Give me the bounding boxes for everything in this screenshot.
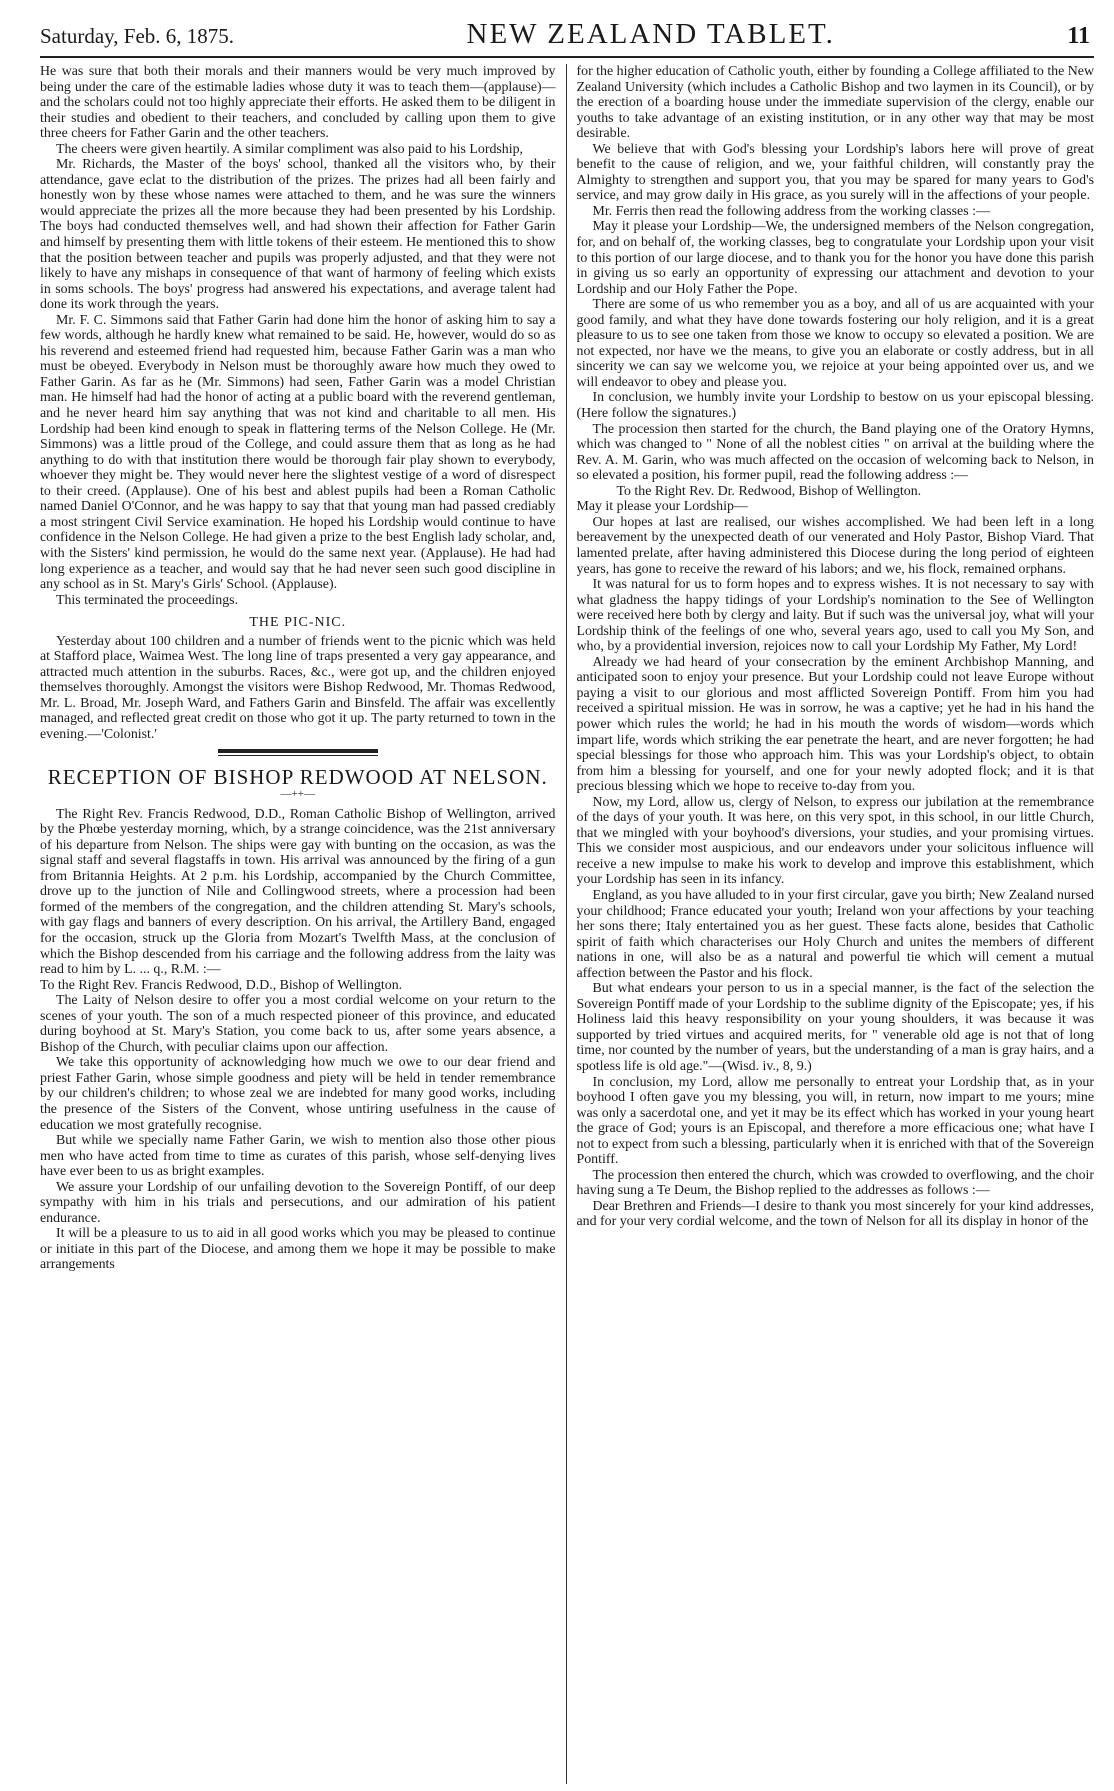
paragraph: Yesterday about 100 children and a number of friends went to the picnic which was held at Stafford place, Waimea West. The long line of traps presented a very gay appearance, and attracted much attention in the suburbs. Races, &c., were got up, and the children enjoyed themselves thoroughly. Amongst the visitors were Bishop Redwood, Mr. Thomas Redwood, Mr. L. Broad, Mr. Joseph Ward, and Fathers Garin and Binsfeld. The affair was excellently managed, and reflected great credit on those who got it up. The party returned to town in the evening.—'Colonist.' <box>40 633 556 742</box>
paragraph: It was natural for us to form hopes and to express wishes. It is not necessary to say with what gladness the happy tidings of your Lordship's nomination to the See of Wellington were received here both by clergy and laity. But if such was the universal joy, what will your Lordship think of the feelings of one who, several years ago, used to call you My Son, and who, by a providential inversion, rejoices now to call your Lordship My Father, My Lord! <box>576 577 1094 655</box>
paragraph: He was sure that both their morals and their manners would be very much improved by being under the care of the estimable ladies whose duty it was to teach them—(applause)—and the scholars could not too highly appreciate their efforts. He asked them to be diligent in their studies and obedient to their teachers, and concluded by calling upon them to give three cheers for Father Garin and the other teachers. <box>40 64 556 142</box>
paragraph: Already we had heard of your consecration by the eminent Archbishop Manning, and anticipated soon to enjoy your presence. But your Lordship could not leave Europe without paying a visit to our glorious and most afflicted Sovereign Pontiff. From him you had received a spiritual mission. He was in sorrow, he was a captive; yet he had in his hand the power which rules the world; he had in his mouth the words of wisdom—words which impart life, words which striking the ear penetrate the heart, and are never forgotten; he had special blessings for those who approach him. This was your Lordship's object, to obtain from him a blessing for yourself, and one for your newly adopted flock; and it is that precious blessing which we hope to receive to-day from you. <box>576 654 1094 795</box>
paragraph: We take this opportunity of acknowledging how much we owe to our dear friend and priest Father Garin, whose simple goodness and piety will be held in tender remembrance by our children's children; to whose zeal we are indebted for many good works, including the presence of the Sisters of the Convent, whose untiring usefulness in the cause of education we most gratefully recognise. <box>40 1055 556 1133</box>
paragraph: But while we specially name Father Garin, we wish to mention also those other pious men who have acted from time to time as curates of this parish, whose self-denying lives have ever been to us as bright examples. <box>40 1133 556 1180</box>
paragraph: Mr. Ferris then read the following address from the working classes :— <box>592 203 990 219</box>
paragraph: Now, my Lord, allow us, clergy of Nelson, to express our jubilation at the remembrance of the days of your youth. It was here, on this very spot, in this school, in our little Church, that we mingled with your boyhood's diversions, your studies, and your promising virtues. This we consider most auspicious, and our endeavors under your solicitous influence will receive a new impulse to make his work to develop and improve this establishment, which your Lordship has seen in its infancy. <box>576 794 1094 888</box>
paragraph: There are some of us who remember you as a boy, and all of us are acquainted with your good family, and what they have done towards fostering our holy religion, and it is a great pleasure to us to see one taken from those we know to occupy so elevated a position. We are not expected, nor have we the means, to give you an elaborate or costly address, but in all sincerity we can say we welcome you, we rejoice at your being appointed over us, and we will endeavor to obey and please you. <box>576 297 1094 390</box>
column-divider <box>566 64 567 1784</box>
right-column <box>577 64 1095 1784</box>
paragraph: In conclusion, we humbly invite your Lordship to bestow on us your episcopal blessing. (Here follow the signatures.) <box>576 390 1094 422</box>
paragraph: This terminated the proceedings. <box>56 592 239 608</box>
section-subheading: THE PIC-NIC. <box>249 615 347 631</box>
paragraph: We assure your Lordship of our unfailing devotion to the Sovereign Pontiff, of our deep sympathy with him in his trials and persecutions, and our admiration of his patient endurance. <box>40 1179 556 1226</box>
paragraph: The Laity of Nelson desire to offer you a most cordial welcome on your return to the scenes of your youth. The son of a much respected pioneer of this province, and educated during boyhood at St. Mary's Station, you come back to us, after some years absence, a Bishop of the Church, with peculiar claims upon our affection. <box>40 993 556 1055</box>
page-number: 11 <box>1067 23 1090 49</box>
paragraph: for the higher education of Catholic youth, either by founding a College affiliated to the New Zealand University (which includes a Catholic Bishop and two laymen in its Council), or by the erection of a boarding house under the immediate supervision of the clergy, enable our youths to take advantage of an existing institution, or in any other way that may be most desirable. <box>576 64 1094 142</box>
paragraph: The procession then entered the church, which was crowded to overflowing, and the choir having sung a Te Deum, the Bishop replied to the addresses as follows :— <box>576 1167 1094 1199</box>
issue-date: Saturday, Feb. 6, 1875. <box>40 24 235 48</box>
paragraph: Mr. F. C. Simmons said that Father Garin had done him the honor of asking him to say a few words, although he hardly knew what remained to be said. He, however, would do so as his reverend and esteemed friend had requested him, because Father Garin was a man who must be obeyed. Everybody in Nelson must be thoroughly aware how much they owed to Father Garin. As far as he (Mr. Simmons) had seen, Father Garin was a model Christian man. He himself had had the honor of acting at a public board with the reverend gentleman, and he never heard him say anything that was not kind and charitable to all men. His Lordship had been kind enough to speak in flattering terms of the Nelson College. He (Mr. Simmons) was a little proud of the College, and could assure them that as long as he had anything to do with that institution there would be thorough fair play shown to everybody, whoever they might be. They would never here the slightest vestige of a word of disrespect to their creed. (Applause). One of his best and ablest pupils had been a Roman Catholic named Daniel O'Connor, and he was happy to say that that young man had passed crediably a most stringent Civil Service examination. He hoped his Lordship would continue to have confidence in the Nelson College. He had given a prize to the best English lady scholar, and, with the Sisters' kind permission, he would do the same next year. (Applause). He had had long experience as a teacher, and would say that he had never seen such good discipline in any school as in St. Mary's Girls' School. (Applause). <box>40 312 556 593</box>
paragraph: In conclusion, my Lord, allow me personally to entreat your Lordship that, as in your boyhood I often gave you my blessing, you will, in return, now impart to me yours; mine was only a sacerdotal one, and yet it may be its effect which has worked in your young heart the grace of God; yours is an Episcopal, and therefore a more efficacious one; what have I not to expect from such a blessing, particularly when it is enriched with that of the Sovereign Pontiff. <box>576 1074 1094 1168</box>
paragraph: Mr. Richards, the Master of the boys' school, thanked all the visitors who, by their attendance, gave eclat to the distribution of the prizes. The prizes had all been fairly and honestly won by these whose names were attached to them, and he was sure the winners would appreciate the prizes all the more because they had been presented by his Lordship. The boys had conducted themselves well, and had shown their affection for Father Garin and himself by presenting them with little tokens of their esteem. He mentioned this to show that the position between teacher and pupils was properly adjusted, and that they were not likely to have any mishaps in consequence of that want of harmony of feeling which exists in soms schools. The boys' progress had answered his expectations, and average talent had done its work through the years. <box>40 157 556 313</box>
article-columns <box>40 64 1094 1784</box>
paragraph: But what endears your person to us in a special manner, is the fact of the selection the Sovereign Pontiff made of your Lordship to the sublime dignity of the Episcopate; yes, if his Holiness laid this heavy responsibility on your young shoulders, it was because it was supported by tried virtues and acquired merits, for " venerable old age is not that of long time, nor counted by the number of years, but the understanding of a man is gray hairs, and a spotless life is old age."—(Wisd. iv., 8, 9.) <box>576 981 1094 1074</box>
paragraph: The procession then started for the church, the Band playing one of the Oratory Hymns, which was changed to " None of all the noblest cities " on arrival at the building where the Rev. A. M. Garin, who was much affected on the occasion of welcoming back to Nelson, in so elevated a position, his former pupil, read the following address :— <box>576 421 1094 484</box>
salutation: May it please your Lordship— <box>576 499 748 515</box>
article-headline: RECEPTION OF BISHOP REDWOOD AT NELSON. <box>47 764 548 789</box>
left-column <box>40 64 556 1784</box>
newspaper-title: NEW ZEALAND TABLET. <box>466 18 835 50</box>
address-heading: To the Right Rev. Dr. Redwood, Bishop of Wellington. <box>616 483 922 499</box>
masthead <box>40 18 1094 58</box>
paragraph: England, as you have alluded to in your first circular, gave you birth; New Zealand nursed your childhood; France educated your youth; Ireland won your affections by your teaching her sons there; Italy entertained you as her guest. These facts alone, besides that Catholic spirit of faith which characterises our Holy Church and unites the members of different nations in one, will also be as a natural and powerful tie which will cement a mutual affection between the Pastor and his flock. <box>576 887 1094 981</box>
paragraph: Dear Brethren and Friends—I desire to thank you most sincerely for your kind addresses, and for your very cordial welcome, and the town of Nelson for all its display in honor of the <box>576 1198 1094 1230</box>
address-heading: To the Right Rev. Francis Redwood, D.D., Bishop of Wellington. <box>40 977 403 993</box>
paragraph: We believe that with God's blessing your Lordship's labors here will prove of great benefit to the cause of religion, and we, your faithful children, will constantly pray the Almighty to strengthen and support you, that you may be spared for many years to God's service, and may grow daily in His grace, as you surely will in the affections of your people. <box>576 141 1094 204</box>
section-divider <box>40 749 556 756</box>
headline-ornament: —++— <box>280 788 315 801</box>
paragraph: Our hopes at last are realised, our wishes accomplished. We had been left in a long bereavement by the unexpected death of our venerated and Holy Pastor, Bishop Viard. That lamented prelate, after having administered this Diocese during the long period of eighteen years, has gone to receive the reward of his labors; and we, his flock, remained orphans. <box>576 514 1094 577</box>
paragraph: May it please your Lordship—We, the undersigned members of the Nelson congregation, for, and on behalf of, the working classes, beg to congratulate your Lordship upon your visit to this portion of our large diocese, and to thank you for the honor you have done this parish in giving us so early an opportunity of expressing our attachment and devotion to your Lordship and our Holy Father the Pope. <box>576 219 1094 297</box>
paragraph: It will be a pleasure to us to aid in all good works which you may be pleased to continue or initiate in this part of the Diocese, and among them we hope it may be possible to make arrangements <box>40 1226 556 1273</box>
paragraph: The Right Rev. Francis Redwood, D.D., Roman Catholic Bishop of Wellington, arrived by the Phœbe yesterday morning, which, by a strange coincidence, was the 21st anniversary of his departure from Nelson. The ships were gay with bunting on the occasion, as was the signal staff and several flagstaffs in town. His arrival was announced by the firing of a gun from Britannia Heights. At 2 p.m. his Lordship, accompanied by the Church Committee, drove up to the junction of Nile and Collingwood streets, where a procession had been formed of the members of the congregation, and the children attending St. Mary's schools, with gay flags and banners of every description. On his arrival, the Artillery Band, engaged for the occasion, struck up the Gloria from Mozart's Twelfth Mass, at the conclusion of which the Bishop descended from his carriage and the following address from the laity was read to him by L. ... q., R.M. :— <box>40 806 556 978</box>
paragraph: The cheers were given heartily. A similar compliment was also paid to his Lordship, <box>56 141 524 157</box>
